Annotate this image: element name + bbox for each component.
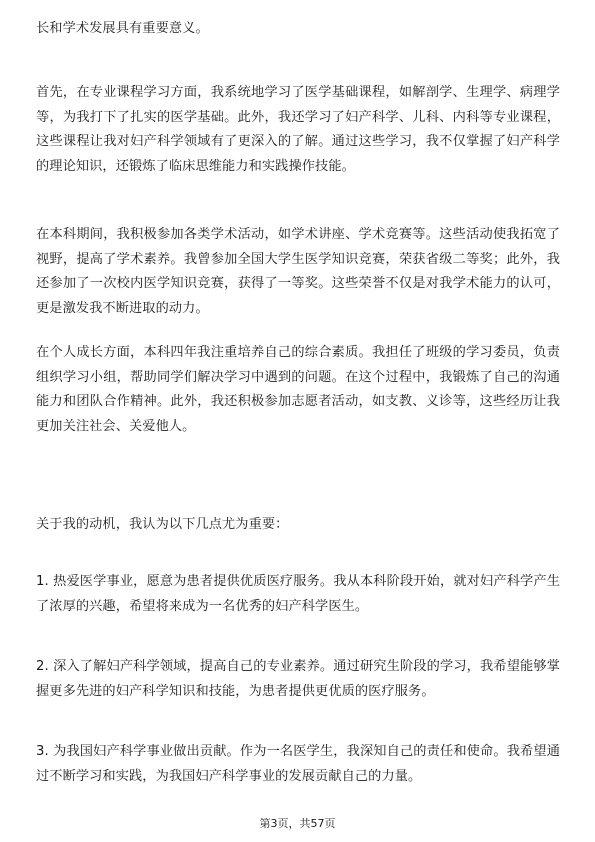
paragraph-motivation-2: 2. 深入了解妇产科学领域，提高自己的专业素养。通过研究生阶段的学习，我希望能够掌握更多先进的妇产科学知识和技能，为患者提供更优质的医疗服务。	[36, 659, 560, 699]
paragraph-motivation-intro: 关于我的动机，我认为以下几点尤为重要：	[36, 517, 289, 532]
paragraph-coursework: 首先，在专业课程学习方面，我系统地学习了医学基础课程，如解剖学、生理学、病理学等，为我打下了扎实的医学基础。此外，我还学习了妇产科学、儿科、内科等专业课程，这些课程让我对妇产科学领域有了更深入的了解。通过这些学习，我不仅掌握了妇产科学的理论知识，还锻炼了临床思维能力和实践操作技能。	[36, 85, 560, 174]
paragraph-personal-growth: 在个人成长方面，本科四年我注重培养自己的综合素质。我担任了班级的学习委员，负责组织学习小组，帮助同学们解决学习中遇到的问题。在这个过程中，我锻炼了自己的沟通能力和团队合作精神。此外，我还积极参加志愿者活动，如支教、义诊等，这些经历让我更加关注社会、关爱他人。	[36, 345, 560, 434]
paragraph-continuation: 长和学术发展具有重要意义。	[36, 21, 209, 36]
paragraph-academic-activities: 在本科期间，我积极参加各类学术活动，如学术讲座、学术竞赛等。这些活动使我拓宽了视野，提高了学术素养。我曾参加全国大学生医学知识竞赛，荣获省级二等奖；此外，我还参加了一次校内医学知识竞赛，获得了一等奖。这些荣誉不仅是对我学术能力的认可，更是激发我不断进取的动力。	[36, 227, 560, 316]
paragraph-motivation-1: 1. 热爱医学事业，愿意为患者提供优质医疗服务。我从本科阶段开始，就对妇产科学产生了浓厚的兴趣，希望将来成为一名优秀的妇产科学医生。	[36, 574, 560, 614]
page-number-footer: 第3页，共57页	[259, 817, 336, 830]
paragraph-motivation-3: 3. 为我国妇产科学事业做出贡献。作为一名医学生，我深知自己的责任和使命。我希望通过不断学习和实践，为我国妇产科学事业的发展贡献自己的力量。	[36, 744, 560, 784]
